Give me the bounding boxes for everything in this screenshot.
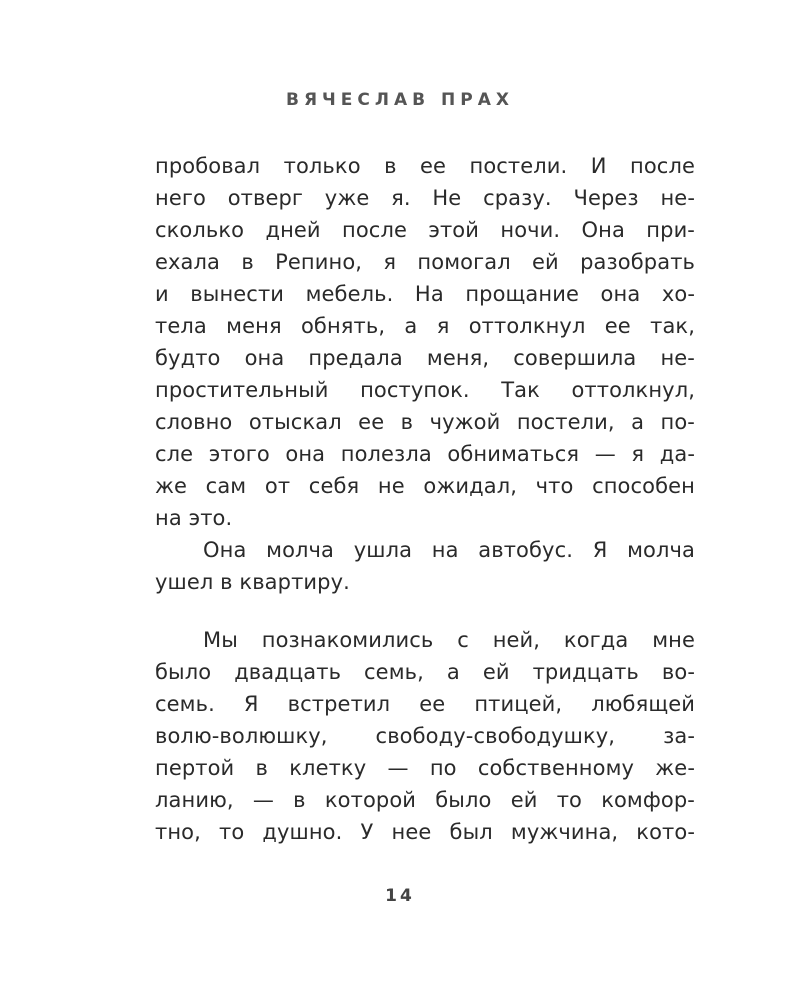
text-line: и вынести мебель. На прощание она хо- bbox=[155, 282, 695, 306]
text-line: же сам от себя не ожидал, что способен bbox=[155, 474, 695, 498]
running-header-author: ВЯЧЕСЛАВ ПРАХ bbox=[286, 90, 514, 110]
text-line: него отверг уже я. Не сразу. Через не- bbox=[155, 186, 695, 210]
text-line: словно отыскал ее в чужой постели, а по- bbox=[155, 410, 695, 434]
text-line: пробовал только в ее постели. И после bbox=[155, 154, 695, 178]
text-line: сле этого она полезла обниматься — я да- bbox=[155, 442, 695, 466]
text-line: Она молча ушла на автобус. Я молча bbox=[203, 538, 695, 562]
page-number: 14 bbox=[385, 886, 415, 906]
text-line: пертой в клетку — по собственному же- bbox=[155, 756, 695, 780]
paragraph-2 bbox=[155, 534, 695, 598]
text-line: Мы познакомились с ней, когда мне bbox=[203, 628, 695, 652]
text-line: на это. bbox=[155, 506, 233, 530]
text-line: сколько дней после этой ночи. Она при- bbox=[155, 218, 695, 242]
paragraph-3 bbox=[155, 624, 695, 848]
text-line: ланию, — в которой было ей то комфор- bbox=[155, 788, 695, 812]
text-line: семь. Я встретил ее птицей, любящей bbox=[155, 692, 695, 716]
paragraph-1 bbox=[155, 150, 695, 534]
text-line: волю-волюшку, свободу-свободушку, за- bbox=[155, 724, 695, 748]
text-line: тела меня обнять, а я оттолкнул ее так, bbox=[155, 314, 695, 338]
text-line: тно, то душно. У нее был мужчина, кото- bbox=[155, 820, 695, 844]
text-line: будто она предала меня, совершила не- bbox=[155, 346, 695, 370]
text-line: ушел в квартиру. bbox=[155, 570, 350, 594]
text-line: простительный поступок. Так оттолкнул, bbox=[155, 378, 695, 402]
text-line: ехала в Репино, я помогал ей разобрать bbox=[155, 250, 695, 274]
text-line: было двадцать семь, а ей тридцать во- bbox=[155, 660, 695, 684]
